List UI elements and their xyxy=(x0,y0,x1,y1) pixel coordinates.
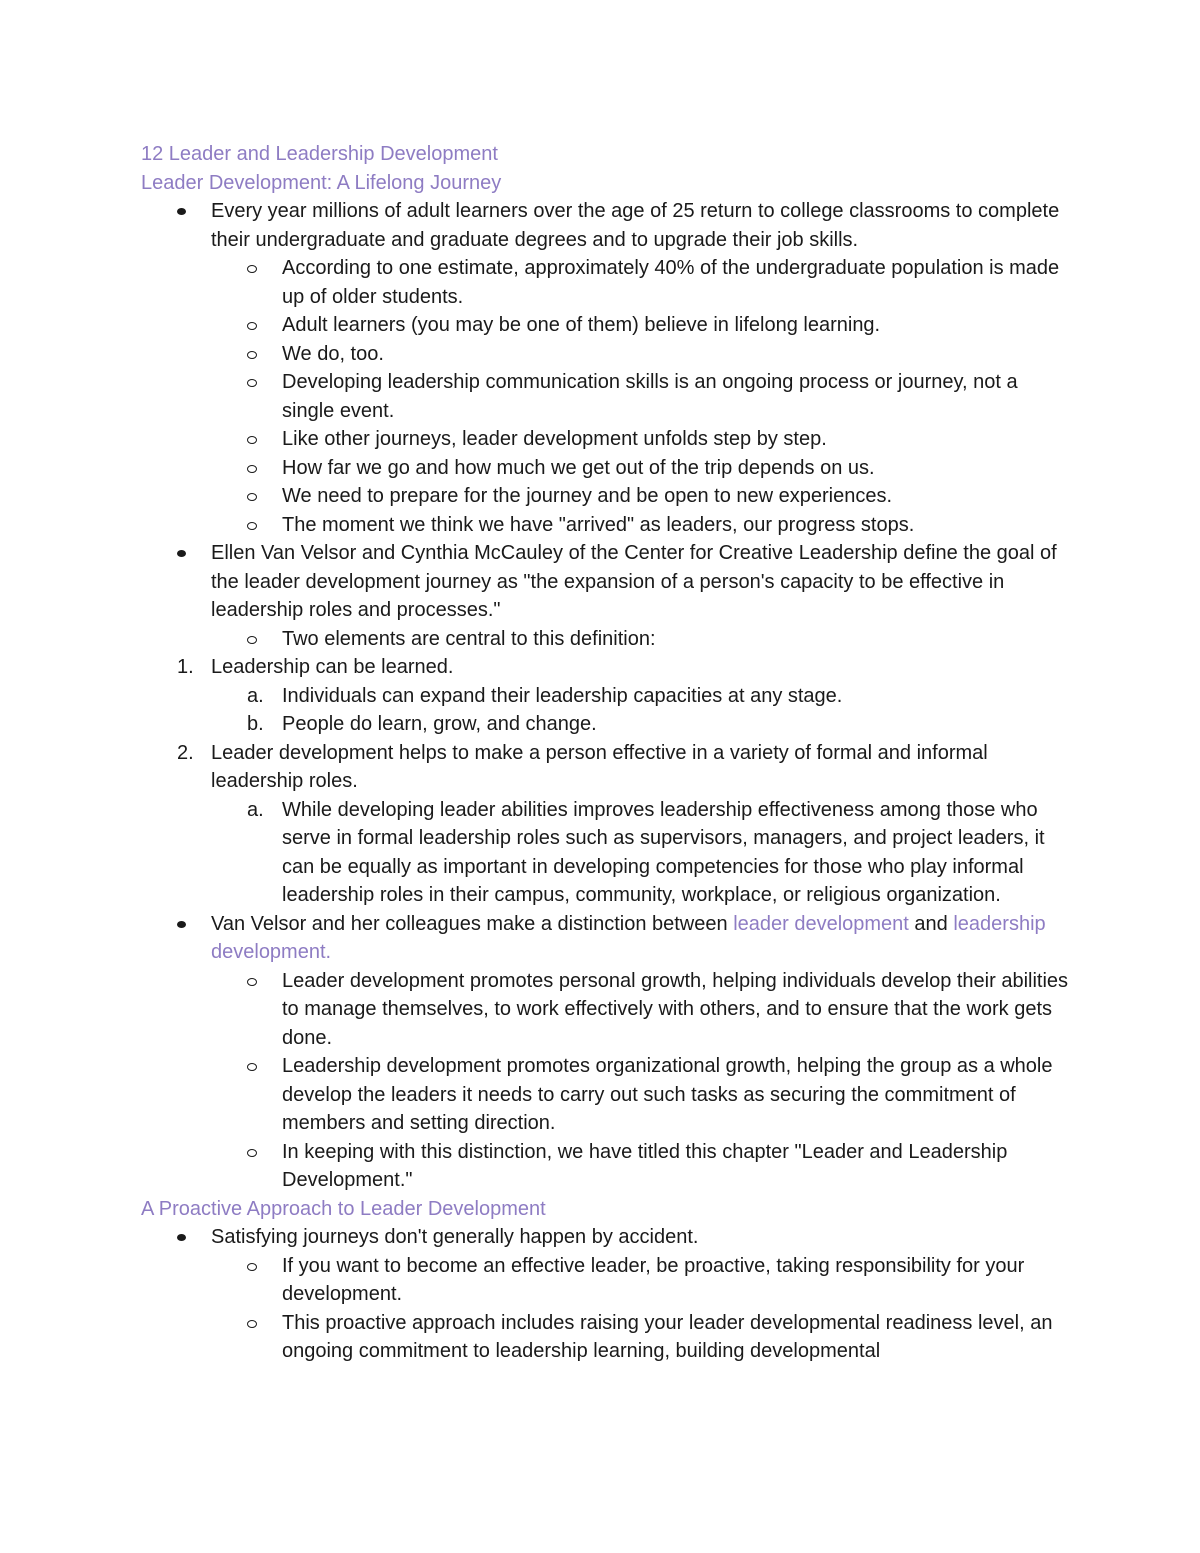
list-item xyxy=(141,739,1071,796)
list-item xyxy=(141,511,1071,540)
list-item-text: We need to prepare for the journey and be open to new experiences. xyxy=(282,485,893,507)
list-item-distinction xyxy=(141,910,1071,967)
list-item xyxy=(141,482,1071,511)
list-number: 2. xyxy=(177,741,194,764)
list-item-text: According to one estimate, approximately 40% of the undergraduate population is made up of older students. xyxy=(282,257,1060,308)
list-item-text: Individuals can expand their leadership capacities at any stage. xyxy=(282,684,843,707)
list-item-text: Satisfying journeys don't generally happen by accident. xyxy=(211,1226,699,1248)
list-item xyxy=(141,311,1071,340)
list-item xyxy=(141,710,1071,739)
list-item-text: Ellen Van Velsor and Cynthia McCauley of the Center for Creative Leadership define the goal of the leader development journey as "the expansion of a person's capacity to be effective in leadership roles and processes." xyxy=(211,542,1057,621)
list-number: a. xyxy=(247,684,264,707)
list-item-text: Like other journeys, leader development unfolds step by step. xyxy=(282,428,827,450)
list-item-text: People do learn, grow, and change. xyxy=(282,713,597,735)
list-item xyxy=(141,425,1071,454)
list-item xyxy=(141,197,1071,254)
list-number: 1. xyxy=(177,656,194,678)
list-number: b. xyxy=(247,713,264,735)
list-item-text: How far we go and how much we get out of the trip depends on us. xyxy=(282,456,875,479)
section-title-proactive-approach: A Proactive Approach to Leader Development xyxy=(141,1197,546,1220)
list-item xyxy=(141,1138,1071,1195)
list-item xyxy=(141,368,1071,425)
list-number: a. xyxy=(247,798,264,821)
list-item xyxy=(141,1252,1071,1309)
term-leadership-development: leadership development. xyxy=(211,912,1046,963)
list-item-text: Leader development promotes personal growth, helping individuals develop their abilities to manage themselves, to work effectively with others, and to ensure that the work gets done. xyxy=(282,969,1069,1049)
list-item-text: Leader development helps to make a person effective in a variety of formal and informal leadership roles. xyxy=(211,741,988,792)
list-item xyxy=(141,625,1071,654)
list-item-text: While developing leader abilities improves leadership effectiveness among those who serve in formal leadership roles such as supervisors, managers, and project leaders, it can be equally as important in developing competencies for those who play informal leadership roles in their campus, community, workplace, or religious organization. xyxy=(282,798,1045,906)
list-item-text: We do, too. xyxy=(282,342,384,365)
list-item xyxy=(141,682,1071,711)
list-item xyxy=(141,1223,1071,1252)
section1-list xyxy=(141,197,1071,910)
list-item xyxy=(141,1052,1071,1138)
distinction-joiner: and xyxy=(908,912,954,935)
list-item-text: Two elements are central to this definition: xyxy=(282,627,656,650)
list-item xyxy=(141,653,1071,682)
list-item xyxy=(141,454,1071,483)
list-item xyxy=(141,340,1071,369)
list-item-text: Leadership can be learned. xyxy=(211,656,454,678)
list-item xyxy=(141,539,1071,625)
list-item-text: Every year millions of adult learners over the age of 25 return to college classrooms to complete their undergraduate and graduate degrees and to upgrade their job skills. xyxy=(211,200,1060,251)
document-body xyxy=(141,140,1071,1366)
list-item-text: If you want to become an effective leader, be proactive, taking responsibility for your development. xyxy=(282,1254,1025,1305)
list-item-text: Leadership development promotes organizational growth, helping the group as a whole develop the leaders it needs to carry out such tasks as securing the commitment of members and setting direction. xyxy=(282,1055,1053,1134)
list-item xyxy=(141,1309,1071,1366)
section1-list-continued xyxy=(141,967,1071,1195)
distinction-prefix: Van Velsor and her colleagues make a distinction between xyxy=(211,912,734,935)
section2-list xyxy=(141,1223,1071,1366)
list-item-text: This proactive approach includes raising your leader developmental readiness level, an ongoing commitment to leadership learning, building developmental xyxy=(282,1311,1053,1362)
chapter-title: 12 Leader and Leadership Development xyxy=(141,143,498,165)
list-item xyxy=(141,254,1071,311)
list-item-text: The moment we think we have "arrived" as leaders, our progress stops. xyxy=(282,513,915,536)
list-item-text: In keeping with this distinction, we have titled this chapter "Leader and Leadership Development." xyxy=(282,1140,1008,1191)
list-item-text: Adult learners (you may be one of them) believe in lifelong learning. xyxy=(282,314,881,336)
term-leader-development: leader development xyxy=(733,912,909,935)
list-item xyxy=(141,796,1071,910)
section-title-lifelong-journey: Leader Development: A Lifelong Journey xyxy=(141,171,502,194)
list-item xyxy=(141,967,1071,1053)
list-item-text: Developing leadership communication skills is an ongoing process or journey, not a single event. xyxy=(282,371,1018,422)
